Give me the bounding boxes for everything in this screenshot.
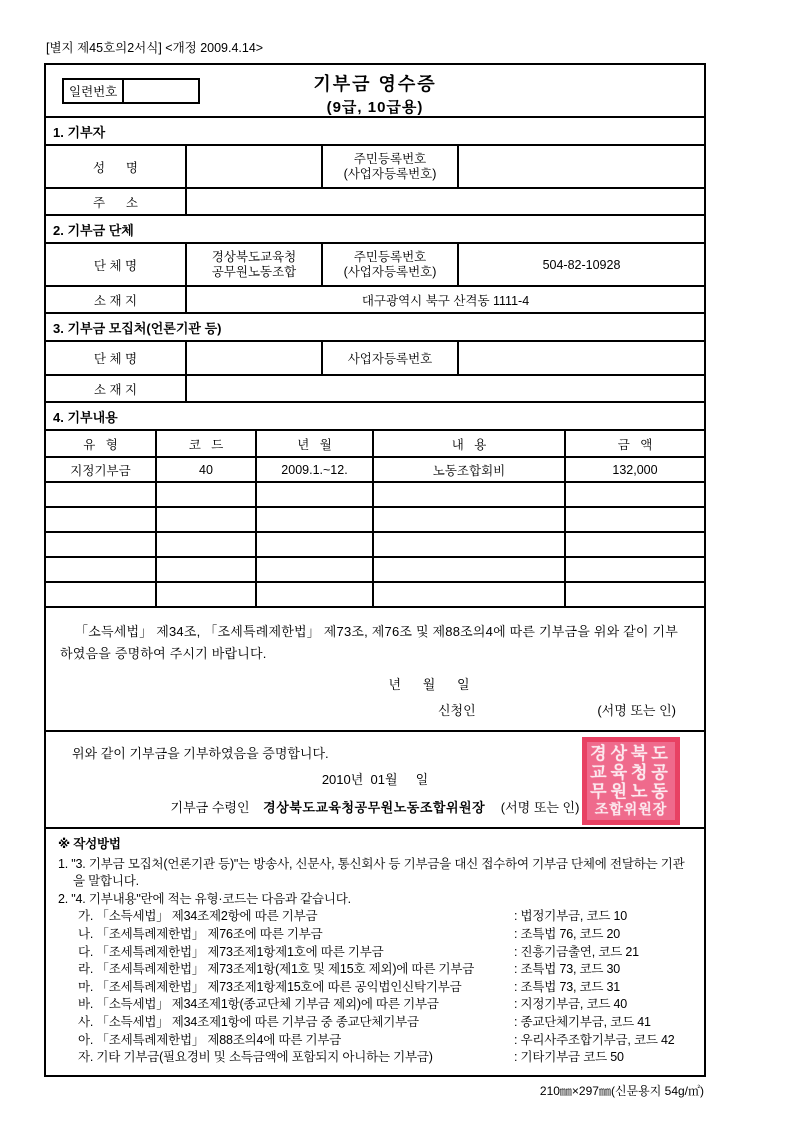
instructions-item-2: 2. "4. 기부내용"란에 적는 유형·코드는 다음과 같습니다. [58, 891, 351, 906]
serial-number-field[interactable] [123, 79, 199, 103]
code-item [58, 908, 694, 926]
donation-cell-empty[interactable] [565, 582, 704, 607]
code-item-desc: 다. 「조세특례제한법」 제73조제1항제1호에 따른 기부금 [78, 944, 384, 959]
donation-cell-empty[interactable] [256, 532, 373, 557]
donation-table [46, 429, 704, 608]
donation-cell-empty[interactable] [46, 482, 156, 507]
donation-cell-empty[interactable] [373, 582, 565, 607]
donation-cell-empty[interactable] [156, 582, 256, 607]
org-regno-value: 504-82-10928 [458, 243, 704, 286]
donation-type: 지정기부금 [46, 457, 156, 482]
donation-code: 40 [156, 457, 256, 482]
code-item-code: : 조특법 73, 코드 31 [514, 979, 621, 994]
code-item-code: : 종교단체기부금, 코드 41 [514, 1014, 651, 1029]
request-date-line: 년 월 일 [388, 677, 470, 692]
donation-row [46, 457, 704, 482]
applicant-label: 신청인 [438, 703, 476, 718]
donation-cell-empty[interactable] [46, 532, 156, 557]
donation-row-empty [46, 532, 704, 557]
request-sign-line [60, 700, 690, 720]
code-item [58, 1014, 694, 1032]
code-item-code: : 우리사주조합기부금, 코드 42 [514, 1032, 675, 1047]
code-item-desc: 나. 「조세특례제한법」 제76조에 따른 기부금 [78, 926, 323, 941]
collector-name-label: 단 체 명 [46, 341, 186, 375]
org-name-label: 단 체 명 [46, 243, 186, 286]
donation-content: 노동조합회비 [373, 457, 565, 482]
donor-regno-label [322, 145, 458, 188]
collector-regno-label: 사업자등록번호 [322, 341, 458, 375]
donor-regno-label-line1: 주민등록번호 [353, 151, 427, 166]
donation-cell-empty[interactable] [156, 557, 256, 582]
donation-col-content: 내 용 [373, 430, 565, 457]
paper-size-note: 210㎜×297㎜(신문용지 54g/㎡) [539, 1083, 704, 1098]
organization-table [46, 242, 704, 314]
code-item [58, 961, 694, 979]
org-regno-label-line1: 주민등록번호 [353, 249, 427, 264]
code-item [58, 944, 694, 962]
code-item [58, 926, 694, 944]
donation-cell-empty[interactable] [565, 482, 704, 507]
donation-row-empty [46, 482, 704, 507]
section-donation-title: 4. 기부내용 [53, 410, 118, 425]
donation-cell-empty[interactable] [565, 532, 704, 557]
donor-name-label: 성 명 [46, 145, 186, 188]
collector-address-field[interactable] [186, 375, 704, 402]
donation-cell-empty[interactable] [256, 557, 373, 582]
code-item-desc: 바. 「소득세법」 제34조제1항(종교단체 기부금 제외)에 따른 기부금 [78, 997, 439, 1012]
donation-cell-empty[interactable] [156, 532, 256, 557]
donation-cell-empty[interactable] [373, 532, 565, 557]
form-subtitle: (9급, 10급용) [326, 99, 424, 116]
collector-address-label: 소 재 지 [46, 375, 186, 402]
code-item-code: : 조특법 76, 코드 20 [514, 926, 621, 941]
donation-col-code: 코 드 [156, 430, 256, 457]
code-item [58, 1032, 694, 1050]
donation-cell-empty[interactable] [256, 582, 373, 607]
certify-block [46, 730, 704, 827]
code-item-code: : 법정기부금, 코드 10 [514, 909, 627, 924]
donation-row-empty [46, 507, 704, 532]
section-organization-title: 2. 기부금 단체 [53, 223, 134, 238]
donation-amount: 132,000 [565, 457, 704, 482]
code-item-desc: 라. 「조세특례제한법」 제73조제1항(제1호 및 제15호 제외)에 따른 기부금 [78, 962, 475, 977]
serial-number-box [62, 78, 200, 104]
org-name-value [186, 243, 322, 286]
collector-name-field[interactable] [186, 341, 322, 375]
certify-statement: 위와 같이 기부금을 기부하였음을 증명합니다. [72, 746, 329, 761]
code-item-desc: 아. 「조세특례제한법」 제88조의4에 따른 기부금 [78, 1032, 342, 1047]
code-item-desc: 마. 「조세특례제한법」 제73조제1항제15호에 따른 공익법인신탁기부금 [78, 979, 462, 994]
code-item-desc: 사. 「소득세법」 제34조제1항에 따른 기부금 중 종교단체기부금 [78, 1014, 419, 1029]
form-header [46, 65, 704, 116]
donor-name-field[interactable] [186, 145, 322, 188]
code-item [58, 979, 694, 997]
recipient-name: 경상북도교육청공무원노동조합위원장 [263, 800, 486, 815]
donation-col-amount: 금 액 [565, 430, 704, 457]
code-item-desc: 자. 기타 기부금(필요경비 및 소득금액에 포함되지 아니하는 기부금) [78, 1050, 433, 1065]
donation-cell-empty[interactable] [256, 507, 373, 532]
donation-cell-empty[interactable] [256, 482, 373, 507]
donation-col-type: 유 형 [46, 430, 156, 457]
donation-cell-empty[interactable] [373, 482, 565, 507]
section-donor-title: 1. 기부자 [46, 116, 704, 144]
org-regno-label-line2: (사업자등록번호) [343, 264, 437, 279]
org-name-line2: 공무원노동조합 [211, 264, 297, 279]
official-seal-stamp [582, 737, 680, 825]
request-block [46, 608, 704, 730]
seal-text-row: 무원노동 [590, 782, 672, 801]
certify-date-line: 2010년 01월 일 [321, 772, 429, 787]
donation-yearmonth: 2009.1.~12. [256, 457, 373, 482]
donation-receipt-form [44, 63, 706, 1077]
org-address-value: 대구광역시 북구 산격동 1111-4 [186, 286, 704, 313]
code-item [58, 1049, 694, 1067]
org-regno-label [322, 243, 458, 286]
donation-cell-empty[interactable] [373, 507, 565, 532]
code-item-code: : 기타기부금 코드 50 [514, 1050, 624, 1065]
instructions-title: ※ 작성방법 [58, 837, 121, 851]
serial-number-label: 일련번호 [63, 79, 123, 103]
collector-table [46, 340, 704, 403]
collector-regno-field[interactable] [458, 341, 704, 375]
code-item-code: : 조특법 73, 코드 30 [514, 962, 621, 977]
donation-col-yearmonth: 년 월 [256, 430, 373, 457]
seal-text-row: 교육청공 [590, 763, 672, 782]
seal-text-row: 경상북도 [590, 744, 672, 763]
donation-cell-empty[interactable] [156, 482, 256, 507]
donor-table [46, 144, 704, 216]
donation-cell-empty[interactable] [156, 507, 256, 532]
donor-address-field[interactable] [186, 188, 704, 215]
request-sign-note: (서명 또는 인) [597, 703, 676, 718]
request-statement: 「소득세법」 제34조, 「조세특례제한법」 제73조, 제76조 및 제88조의4에 따른 기부금을 위와 같이 기부하였음을 증명하여 주시기 바랍니다. [60, 624, 678, 661]
code-item-desc: 가. 「소득세법」 제34조제2항에 따른 기부금 [78, 909, 318, 924]
donation-row-empty [46, 557, 704, 582]
code-item [58, 996, 694, 1014]
instructions-item-1: 1. "3. 기부금 모집처(언론기관 등)"는 방송사, 신문사, 통신회사 등 기부금을 대신 접수하여 기부금 단체에 전달하는 기관을 말합니다. [58, 856, 685, 889]
donation-cell-empty[interactable] [565, 507, 704, 532]
donation-row-empty [46, 582, 704, 607]
form-reference: [별지 제45호의2서식] <개정 2009.4.14> [46, 41, 264, 55]
recipient-label: 기부금 수령인 [170, 800, 250, 815]
instructions-block [46, 827, 704, 1075]
donor-regno-label-line2: (사업자등록번호) [343, 166, 437, 181]
code-item-code: : 진흥기금출연, 코드 21 [514, 944, 639, 959]
form-title: 기부금 영수증 [313, 74, 437, 94]
code-item-code: : 지정기부금, 코드 40 [514, 997, 627, 1012]
donation-header-row [46, 430, 704, 457]
donation-cell-empty[interactable] [46, 557, 156, 582]
donation-cell-empty[interactable] [46, 582, 156, 607]
org-name-line1: 경상북도교육청 [211, 249, 297, 264]
donor-regno-field[interactable] [458, 145, 704, 188]
donation-cell-empty[interactable] [565, 557, 704, 582]
certify-sign-note: (서명 또는 인) [500, 800, 580, 815]
donor-address-label: 주 소 [46, 188, 186, 215]
section-collector-title: 3. 기부금 모집처(언론기관 등) [53, 321, 222, 336]
donation-cell-empty[interactable] [46, 507, 156, 532]
seal-text-row: 조합위원장 [594, 803, 668, 818]
donation-cell-empty[interactable] [373, 557, 565, 582]
org-address-label: 소 재 지 [46, 286, 186, 313]
